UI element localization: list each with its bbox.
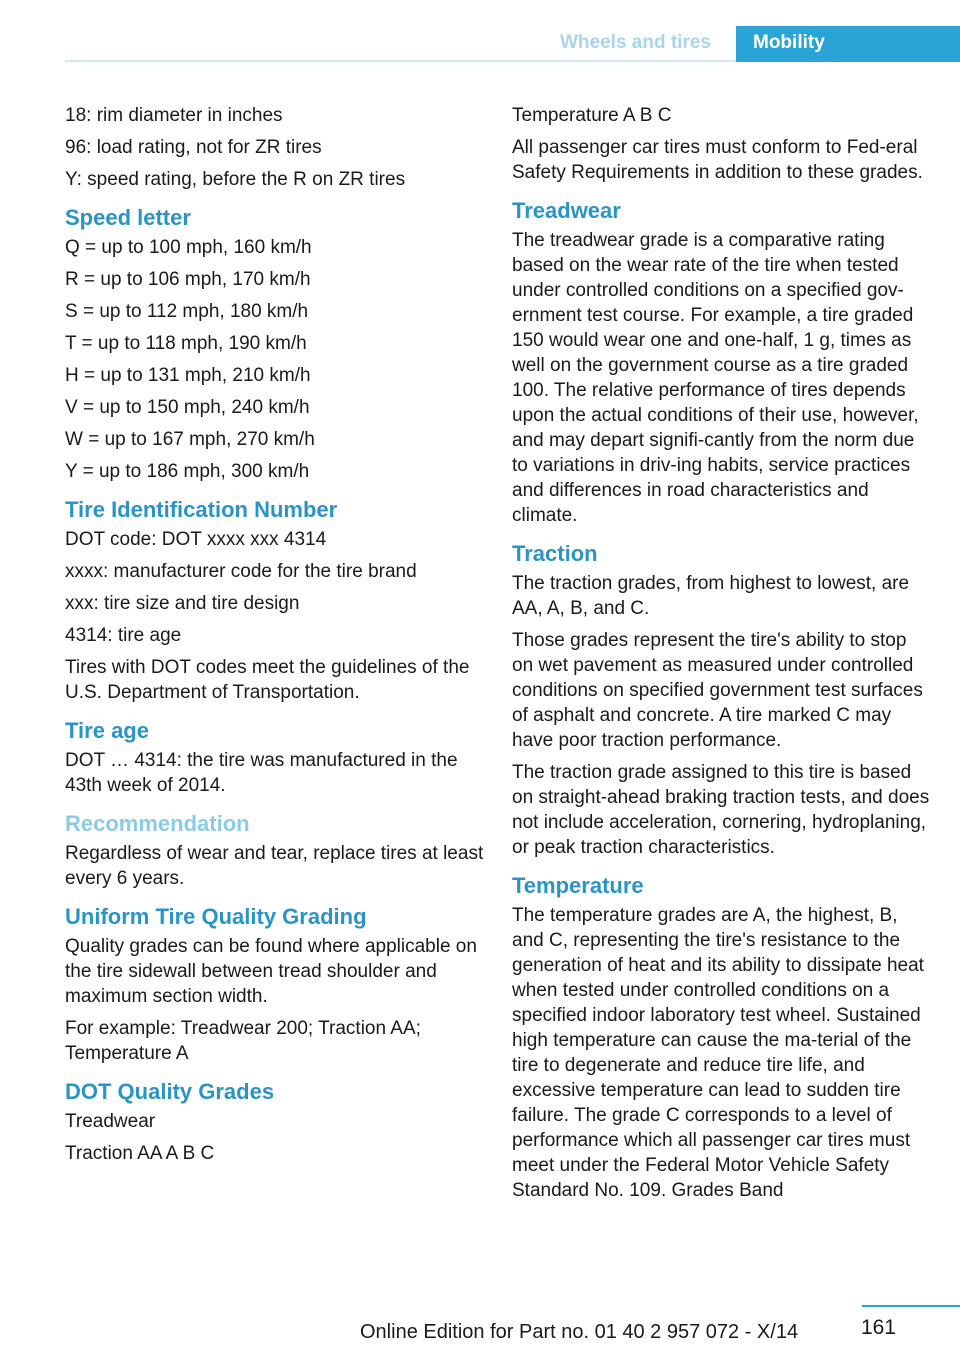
intro-line: Y: speed rating, before the R on ZR tires: [65, 169, 406, 190]
tin-line: xxxx: manufacturer code for the tire brand: [65, 561, 417, 582]
tin-line: DOT code: DOT xxxx xxx 4314: [65, 529, 327, 550]
traction-paragraph: The traction grade assigned to this tire is based on straight-ahead braking traction tests, and does not include acceleration, cornering, hydroplaning, or peak traction characteristics.: [512, 762, 930, 858]
page-number: 161: [860, 1316, 896, 1339]
tin-line: 4314: tire age: [65, 625, 182, 646]
edition-footer: Online Edition for Part no. 01 40 2 957 072 - X/14: [360, 1321, 799, 1343]
traction-paragraph: The traction grades, from highest to lowest, are AA, A, B, and C.: [512, 573, 910, 619]
speed-letter-line: W = up to 167 mph, 270 km/h: [65, 429, 315, 450]
speed-letter-line: H = up to 131 mph, 210 km/h: [65, 365, 311, 386]
temperature-heading: Temperature: [512, 873, 644, 898]
treadwear-heading: Treadwear: [512, 198, 621, 223]
speed-letter-heading: Speed letter: [65, 205, 191, 230]
recommendation-heading: Recommendation: [65, 811, 250, 836]
speed-letter-line: Y = up to 186 mph, 300 km/h: [65, 461, 310, 482]
speed-letter-line: V = up to 150 mph, 240 km/h: [65, 397, 310, 418]
header-section-title: Wheels and tires: [560, 32, 711, 53]
traction-heading: Traction: [512, 541, 598, 566]
tire-age-paragraph: DOT … 4314: the tire was manufactured in the 43th week of 2014.: [65, 750, 458, 796]
left-column: [65, 103, 485, 1173]
dot-grades-line: Traction AA A B C: [65, 1143, 215, 1164]
speed-letter-line: R = up to 106 mph, 170 km/h: [65, 269, 311, 290]
speed-letter-line: T = up to 118 mph, 190 km/h: [65, 333, 307, 354]
utqg-example-paragraph: For example: Treadwear 200; Traction AA; Temperature A: [65, 1018, 421, 1064]
tin-paragraph: Tires with DOT codes meet the guidelines of the U.S. Department of Transportation.: [65, 657, 470, 703]
right-column: [512, 103, 932, 1210]
speed-letter-line: Q = up to 100 mph, 160 km/h: [65, 237, 312, 258]
header-chapter-tab: Mobility: [736, 26, 960, 62]
traction-paragraph: Those grades represent the tire's ability to stop on wet pavement as measured under controlled conditions on specified government test surfaces of asphalt and concrete. A tire marked C may have poor traction performance.: [512, 630, 923, 751]
recommendation-paragraph: Regardless of wear and tear, replace tires at least every 6 years.: [65, 843, 484, 889]
dot-grades-heading: DOT Quality Grades: [65, 1079, 275, 1104]
footer-rule: [862, 1305, 960, 1307]
safety-requirements-paragraph: All passenger car tires must conform to Fed‐eral Safety Requirements in addition to these grades.: [512, 137, 923, 183]
tin-line: xxx: tire size and tire design: [65, 593, 300, 614]
temperature-paragraph: The temperature grades are A, the highest, B, and C, representing the tire's resistance to the generation of heat and its ability to dissipate heat when tested under controlled conditions on a specified indoor laboratory test wheel. Sustained high temperature can cause the ma‐terial of the tire to degenerate and reduce tire life, and excessive temperature can lead to sudden tire failure. The grade C corresponds to a level of performance which all passenger car tires must meet under the Federal Motor Vehicle Safety Standard No. 109. Grades Band: [512, 905, 924, 1201]
utqg-paragraph: Quality grades can be found where applicable on the tire sidewall between tread shoulder and maximum section width.: [65, 936, 477, 1007]
intro-line: 96: load rating, not for ZR tires: [65, 137, 322, 158]
tin-heading: Tire Identification Number: [65, 497, 338, 522]
dot-grades-line: Treadwear: [65, 1111, 156, 1132]
intro-line: 18: rim diameter in inches: [65, 105, 283, 126]
tire-age-heading: Tire age: [65, 718, 149, 743]
temperature-grade-line: Temperature A B C: [512, 105, 672, 126]
speed-letter-line: S = up to 112 mph, 180 km/h: [65, 301, 309, 322]
treadwear-paragraph: The treadwear grade is a comparative rating based on the wear rate of the tire when tested under controlled conditions on a specified gov‐ernment test course. For example, a tire graded 150 would wear one and one-half, 1 g, times as well on the government course as a tire graded 100. The relative performance of tires depends upon the actual conditions of their use, however, and may depart signifi‐cantly from the norm due to variations in driv‐ing habits, service practices and differences in road characteristics and climate.: [512, 230, 919, 526]
utqg-heading: Uniform Tire Quality Grading: [65, 904, 367, 929]
